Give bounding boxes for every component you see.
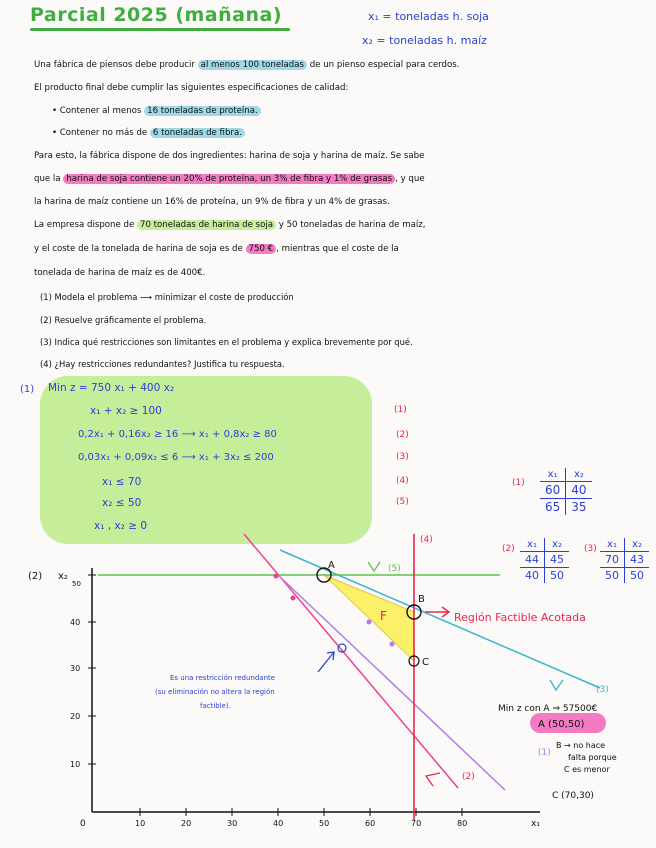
statement-line-2: El producto final debe cumplir las siguientes especificaciones de calidad: <box>34 83 349 93</box>
feasible-region-graph <box>0 528 656 848</box>
table-cell: 50 <box>630 569 644 582</box>
table-cell: 40 <box>520 568 545 584</box>
title-underline <box>30 28 290 31</box>
objective-function: Min z = 750 x₁ + 400 x₂ <box>48 382 175 394</box>
spec-bullet-fiber: • Contener no más de 6 toneladas de fibra. <box>52 128 245 138</box>
model-label: (1) <box>20 384 35 395</box>
question-1: (1) Modela el problema ⟶ minimizar el coste de producción <box>40 292 294 302</box>
statement-line-7: y el coste de la tonelada de harina de soja es de 750 € , mientras que el coste de la <box>34 244 399 254</box>
line-1-label: (1) <box>538 748 551 758</box>
line-point <box>367 620 372 625</box>
table-cell: x₂ <box>545 538 570 552</box>
statement-line-1: Una fábrica de piensos debe producir al menos 100 toneladas de un pienso especial para cerdos. <box>34 60 460 70</box>
table-cell: 60 <box>540 482 566 499</box>
constraint-3-arrow <box>550 680 563 690</box>
constraint-5-arrow <box>368 562 380 571</box>
table-cell: 70 <box>600 552 625 568</box>
redundancy-note-line-1: Es una restricción redundante <box>170 674 276 682</box>
y-tick-label: 30 <box>70 664 81 673</box>
x-axis-label: x₁ <box>531 819 540 829</box>
y-tick-label: 50 <box>72 580 81 588</box>
line-point <box>291 596 296 601</box>
table-1 <box>540 468 592 515</box>
statement-line-8: tonelada de harina de maíz es de 400€. <box>34 268 206 278</box>
note-b-3: C es menor <box>564 765 610 774</box>
x-tick-label: 50 <box>319 819 330 828</box>
table-cell: x₁ <box>540 468 566 482</box>
table-cell: 50 <box>600 568 625 584</box>
table-cell: x₁ <box>520 538 545 552</box>
x-tick-label: 60 <box>365 819 376 828</box>
vertex-b-label: B <box>418 594 425 605</box>
y-tick-label: 40 <box>70 618 81 627</box>
redundancy-note-line-2: (su eliminación no altera la región <box>155 688 275 696</box>
table-cell: x₂ <box>566 468 592 482</box>
line-5-label: (5) <box>388 564 401 574</box>
table-1-label: (1) <box>512 478 525 488</box>
spec-bullet-protein: • Contener al menos 16 toneladas de proteína. <box>52 106 261 116</box>
constraint-4-number: (4) <box>396 476 409 486</box>
min-result: Min z con A ⇒ 57500€ <box>498 704 598 714</box>
y-axis-label: x₂ <box>58 571 68 582</box>
table-cell: 65 <box>540 499 566 516</box>
table-cell: 40 <box>566 482 592 499</box>
note-arrow <box>318 652 334 672</box>
vertex-a-label: A <box>328 560 335 571</box>
table-cell: 50 <box>550 569 564 582</box>
x-tick-label: 40 <box>273 819 284 828</box>
variable-definition-x1: x₁ = toneladas h. soja <box>368 10 489 23</box>
question-4: (4) ¿Hay restricciones redundantes? Justifica tu respuesta. <box>40 359 285 369</box>
line-2-label: (2) <box>462 772 475 782</box>
constraint-5-number: (5) <box>396 497 409 507</box>
note-b-1: B → no hace <box>556 741 606 750</box>
constraint-1-number: (1) <box>394 405 407 415</box>
table-cell: 45 <box>545 552 570 568</box>
constraint-2-number: (2) <box>396 430 409 440</box>
x-tick-label: 80 <box>457 819 468 828</box>
constraint-nonneg: x₁ , x₂ ≥ 0 <box>94 520 148 532</box>
line-point <box>274 574 279 579</box>
optimal-point: A (50,50) <box>538 719 585 730</box>
constraint-3-number: (3) <box>396 452 409 462</box>
region-description: Región Factible Acotada <box>454 611 586 624</box>
table-cell: x₁ <box>600 538 625 552</box>
constraint-4-arrow <box>426 773 440 786</box>
question-2: (2) Resuelve gráficamente el problema. <box>40 315 207 325</box>
variable-definition-x2: x₂ = toneladas h. maíz <box>362 34 487 47</box>
point-c-coords: C (70,30) <box>552 791 594 801</box>
line-3-label: (3) <box>596 685 609 695</box>
statement-line-4: que la harina de soja contiene un 20% de proteína, un 3% de fibra y 1% de grasas , y que <box>34 174 425 184</box>
table-cell: 44 <box>520 552 545 568</box>
statement-line-6: La empresa dispone de 70 toneladas de harina de soja y 50 toneladas de harina de maíz, <box>34 220 426 230</box>
line-4-label: (4) <box>420 535 433 545</box>
x-tick-label: 20 <box>181 819 192 828</box>
vertex-c-label: C <box>422 657 429 668</box>
graph-label: (2) <box>28 571 43 582</box>
origin-label: 0 <box>80 819 86 829</box>
constraint-4: x₁ ≤ 70 <box>102 476 142 488</box>
table-2-label: (2) <box>502 544 515 554</box>
y-tick-label: 10 <box>70 760 81 769</box>
line-point <box>390 642 395 647</box>
x-tick-label: 30 <box>227 819 238 828</box>
table-cell: 43 <box>625 552 650 568</box>
x-tick-label: 10 <box>135 819 146 828</box>
note-b-2: falta porque <box>568 753 617 762</box>
table-cell: x₂ <box>625 538 650 552</box>
redundancy-note-line-3: factible). <box>200 702 231 710</box>
x-tick-label: 70 <box>411 819 422 828</box>
table-cell: 35 <box>571 500 587 514</box>
constraint-2: 0,2x₁ + 0,16x₂ ≥ 16 ⟶ x₁ + 0,8x₂ ≥ 80 <box>78 429 277 440</box>
statement-line-5: la harina de maíz contiene un 16% de proteína, un 9% de fibra y un 4% de grasas. <box>34 197 390 207</box>
constraint-1: x₁ + x₂ ≥ 100 <box>90 405 162 417</box>
statement-line-3: Para esto, la fábrica dispone de dos ingredientes: harina de soja y harina de maíz. Se sabe <box>34 151 425 161</box>
question-3: (3) Indica qué restricciones son limitantes en el problema y explica brevemente por qué. <box>40 337 413 347</box>
table-3-label: (3) <box>584 544 597 554</box>
page-title: Parcial 2025 (mañana) <box>30 4 283 26</box>
constraint-3: 0,03x₁ + 0,09x₂ ≤ 6 ⟶ x₁ + 3x₂ ≤ 200 <box>78 452 274 463</box>
y-tick-label: 20 <box>70 712 81 721</box>
region-f-label: F <box>380 609 387 623</box>
constraint-5: x₂ ≤ 50 <box>102 497 142 509</box>
